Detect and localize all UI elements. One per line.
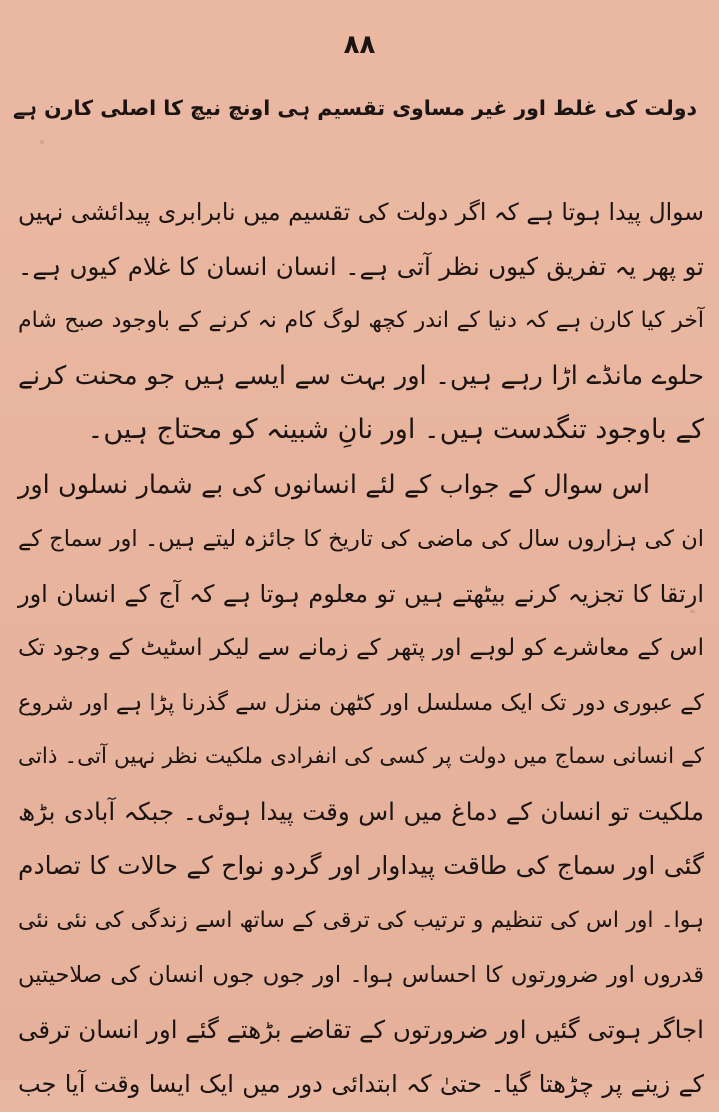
- text-line: ارتقا کا تجزیہ کرنے بیٹھتے ہیں تو معلوم ہوتا ہے کہ آج کے انسان اور: [18, 579, 705, 608]
- page-number: ۸۸: [343, 30, 376, 60]
- text-line: حلوے مانڈے اڑا رہے ہیں۔ اور بہت سے ایسے ہیں جو محنت کرنے: [18, 360, 704, 391]
- text-line: سوال پیدا ہوتا ہے کہ اگر دولت کی تقسیم میں نابرابری پیدائشی نہیں: [18, 198, 704, 226]
- chapter-heading: دولت کی غلط اور غیر مساوی تقسیم ہی اونچ نیچ کا اصلی کارن ہے: [13, 96, 697, 120]
- text-line: قدروں اور ضرورتوں کا احساس ہوا۔ اور جوں جوں انسان کی صلاحیتیں: [18, 962, 704, 988]
- text-line: کے باوجود تنگدست ہیں۔ اور نانِ شبینہ کو محتاج ہیں۔: [87, 414, 704, 445]
- text-line: ہوا۔ اور اس کی تنظیم و ترتیب کی ترقی کے ساتھ اسے زندگی کی نئی نئی: [18, 907, 704, 933]
- text-line: اس سوال کے جواب کے لئے انسانوں کی بے شمار نسلوں اور: [18, 469, 650, 500]
- text-line: تو پھر یہ تفریق کیوں نظر آتی ہے۔ انسان انسان کا غلام کیوں ہے۔: [18, 251, 704, 281]
- body-text: [18, 185, 704, 1112]
- text-line: آخر کیا کارن ہے کہ دنیا کے اندر کچھ لوگ کام نہ کرنے کے باوجود صبح شام: [18, 308, 704, 333]
- text-line: اس کے معاشرے کو لوہے اور پتھر کے زمانے سے لیکر اسٹیٹ کے وجود تک: [18, 635, 704, 661]
- text-line: ملکیت تو انسان کے دماغ میں اس وقت پیدا ہوئی۔ جبکہ آبادی بڑھ: [18, 796, 704, 826]
- text-line: کے انسانی سماج میں دولت پر کسی کی انفرادی ملکیت نظر نہیں آتی۔ ذاتی: [18, 744, 704, 769]
- text-line: ان کی ہزاروں سال کی ماضی کی تاریخ کا جائزہ لیتے ہیں۔ اور سماج کے: [18, 526, 704, 552]
- text-line: کے عبوری دور تک ایک مسلسل اور کٹھن منزل سے گذرنا پڑا ہے اور شروع: [18, 689, 704, 716]
- text-line: گئی اور سماج کی طاقت پیداوار اور گردو نواح کے حالات کا تصادم: [18, 851, 704, 880]
- text-line: اجاگر ہوتی گئیں اور ضرورتوں کے تقاضے بڑھتے گئے اور انسان ترقی: [18, 1014, 704, 1044]
- text-line: کے زینے پر چڑھتا گیا۔ حتیٰ کہ ابتدائی دور میں ایک ایسا وقت آیا جب: [18, 1070, 704, 1098]
